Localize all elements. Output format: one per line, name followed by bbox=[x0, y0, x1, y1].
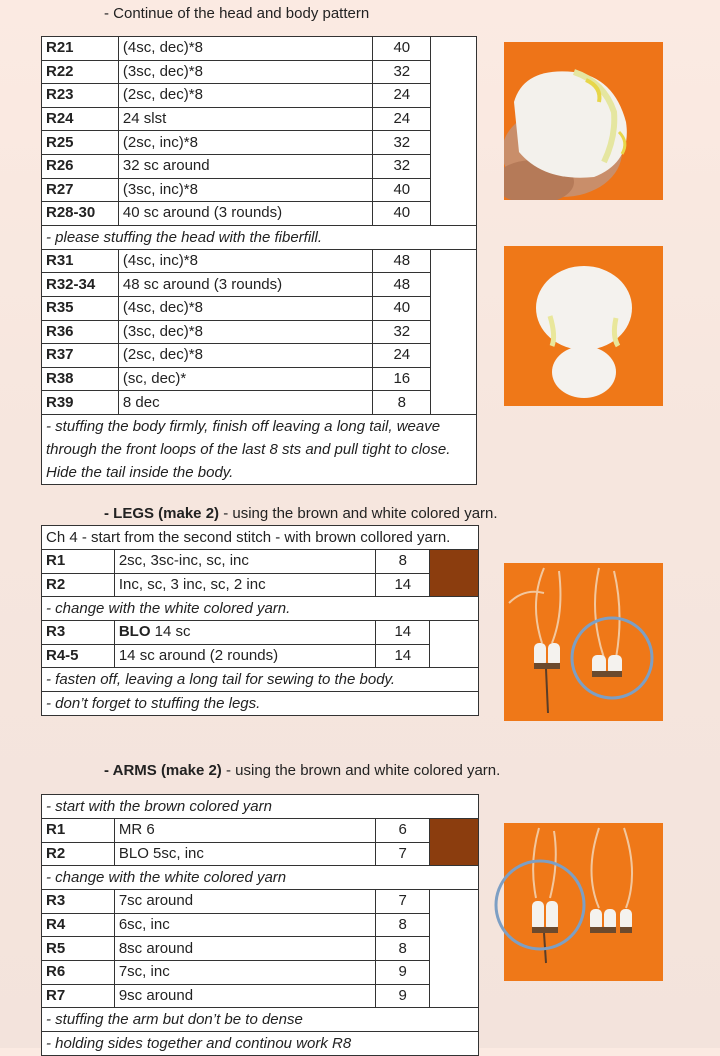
stitches-cell: (3sc, inc)*8 bbox=[118, 178, 373, 202]
stitches-cell: 24 slst bbox=[118, 107, 373, 131]
table-row bbox=[42, 249, 477, 273]
head-body-note-finish: - stuffing the body firmly, finish off leaving a long tail, weave through the front loops of the last 8 sts and pull tight to close. Hide the tail inside the body. bbox=[42, 414, 477, 484]
stitches-cell: (2sc, dec)*8 bbox=[118, 84, 373, 108]
count-cell: 48 bbox=[373, 249, 431, 273]
count-cell: 24 bbox=[373, 107, 431, 131]
legs-heading: - LEGS (make 2) - using the brown and white colored yarn. bbox=[104, 505, 498, 522]
count-cell: 32 bbox=[373, 60, 431, 84]
table-row bbox=[42, 320, 477, 344]
stitches-cell: (4sc, dec)*8 bbox=[118, 296, 373, 320]
table-row: R5 8sc around 8 bbox=[42, 937, 479, 961]
stitches-cell: (3sc, dec)*8 bbox=[118, 60, 373, 84]
table-row bbox=[42, 178, 477, 202]
stitches-cell: 48 sc around (3 rounds) bbox=[118, 273, 373, 297]
count-cell: 48 bbox=[373, 273, 431, 297]
table-row: R4 6sc, inc 8 bbox=[42, 913, 479, 937]
round-cell: R28-30 bbox=[42, 202, 119, 226]
arms-note-start: - start with the brown colored yarn bbox=[42, 795, 479, 819]
crochet-head-photo bbox=[504, 42, 663, 200]
count-cell: 40 bbox=[373, 296, 431, 320]
round-cell: R35 bbox=[42, 296, 119, 320]
legs-note-stuff: - don’t forget to stuffing the legs. bbox=[42, 692, 479, 716]
round-cell: R31 bbox=[42, 249, 119, 273]
table-row bbox=[42, 131, 477, 155]
table-row: R2 Inc, sc, 3 inc, sc, 2 inc 14 bbox=[42, 573, 479, 597]
legs-note-fasten: - fasten off, leaving a long tail for sewing to the body. bbox=[42, 668, 479, 692]
round-cell: R25 bbox=[42, 131, 119, 155]
table-row bbox=[42, 84, 477, 108]
crochet-head-body-photo bbox=[504, 246, 663, 406]
table-row bbox=[42, 60, 477, 84]
stitches-cell: 32 sc around bbox=[118, 154, 373, 178]
stitches-cell: (sc, dec)* bbox=[118, 367, 373, 391]
table-row: R2 BLO 5sc, inc 7 bbox=[42, 842, 479, 866]
table-row bbox=[42, 37, 477, 61]
table-row: R1 2sc, 3sc-inc, sc, inc 8 bbox=[42, 550, 479, 574]
brown-swatch bbox=[430, 550, 479, 597]
stitches-cell: (4sc, dec)*8 bbox=[118, 37, 373, 61]
table-row: R1 MR 6 6 bbox=[42, 819, 479, 843]
white-swatch bbox=[431, 37, 477, 226]
count-cell: 32 bbox=[373, 320, 431, 344]
stitches-cell: (2sc, dec)*8 bbox=[118, 344, 373, 368]
round-cell: R36 bbox=[42, 320, 119, 344]
stitches-cell: 40 sc around (3 rounds) bbox=[118, 202, 373, 226]
legs-intro: Ch 4 - start from the second stitch - with brown collored yarn. bbox=[42, 526, 479, 550]
round-cell: R32-34 bbox=[42, 273, 119, 297]
round-cell: R23 bbox=[42, 84, 119, 108]
round-cell: R27 bbox=[42, 178, 119, 202]
stitches-cell: (3sc, dec)*8 bbox=[118, 320, 373, 344]
arms-note-hold: - holding sides together and continou work R8 bbox=[42, 1032, 479, 1056]
table-row bbox=[42, 367, 477, 391]
count-cell: 8 bbox=[373, 391, 431, 415]
crochet-legs-photo bbox=[504, 563, 663, 721]
table-row: R3 BLO 14 sc 14 bbox=[42, 621, 479, 645]
table-row bbox=[42, 154, 477, 178]
table-row: R7 9sc around 9 bbox=[42, 984, 479, 1008]
round-cell: R38 bbox=[42, 367, 119, 391]
brown-swatch bbox=[430, 819, 479, 866]
stitches-cell: (4sc, inc)*8 bbox=[118, 249, 373, 273]
round-cell: R37 bbox=[42, 344, 119, 368]
table-row: R6 7sc, inc 9 bbox=[42, 960, 479, 984]
white-swatch bbox=[430, 621, 479, 668]
table-row: R4-5 14 sc around (2 rounds) 14 bbox=[42, 644, 479, 668]
round-cell: R24 bbox=[42, 107, 119, 131]
arms-heading: - ARMS (make 2) - using the brown and white colored yarn. bbox=[104, 762, 501, 779]
arms-note-change: - change with the white colored yarn bbox=[42, 866, 479, 890]
table-row bbox=[42, 344, 477, 368]
legs-table bbox=[41, 525, 479, 716]
round-cell: R21 bbox=[42, 37, 119, 61]
count-cell: 32 bbox=[373, 154, 431, 178]
round-cell: R39 bbox=[42, 391, 119, 415]
count-cell: 32 bbox=[373, 131, 431, 155]
round-cell: R26 bbox=[42, 154, 119, 178]
count-cell: 24 bbox=[373, 344, 431, 368]
table-row bbox=[42, 273, 477, 297]
head-body-heading: - Continue of the head and body pattern bbox=[104, 5, 370, 22]
arms-note-stuff: - stuffing the arm but don’t be to dense bbox=[42, 1008, 479, 1032]
arms-table bbox=[41, 794, 479, 1056]
table-row bbox=[42, 391, 477, 415]
table-row bbox=[42, 107, 477, 131]
count-cell: 40 bbox=[373, 202, 431, 226]
table-row bbox=[42, 296, 477, 320]
stitches-cell: (2sc, inc)*8 bbox=[118, 131, 373, 155]
stitches-cell: 8 dec bbox=[118, 391, 373, 415]
count-cell: 40 bbox=[373, 37, 431, 61]
table-row: R3 7sc around 7 bbox=[42, 890, 479, 914]
head-body-note-stuff: - please stuffing the head with the fiberfill. bbox=[42, 225, 477, 249]
highlight-circle bbox=[490, 855, 590, 955]
table-row bbox=[42, 202, 477, 226]
round-cell: R22 bbox=[42, 60, 119, 84]
count-cell: 40 bbox=[373, 178, 431, 202]
head-body-table bbox=[41, 36, 477, 485]
white-swatch bbox=[430, 890, 479, 1008]
legs-note-change: - change with the white colored yarn. bbox=[42, 597, 479, 621]
count-cell: 24 bbox=[373, 84, 431, 108]
count-cell: 16 bbox=[373, 367, 431, 391]
white-swatch bbox=[431, 249, 477, 414]
